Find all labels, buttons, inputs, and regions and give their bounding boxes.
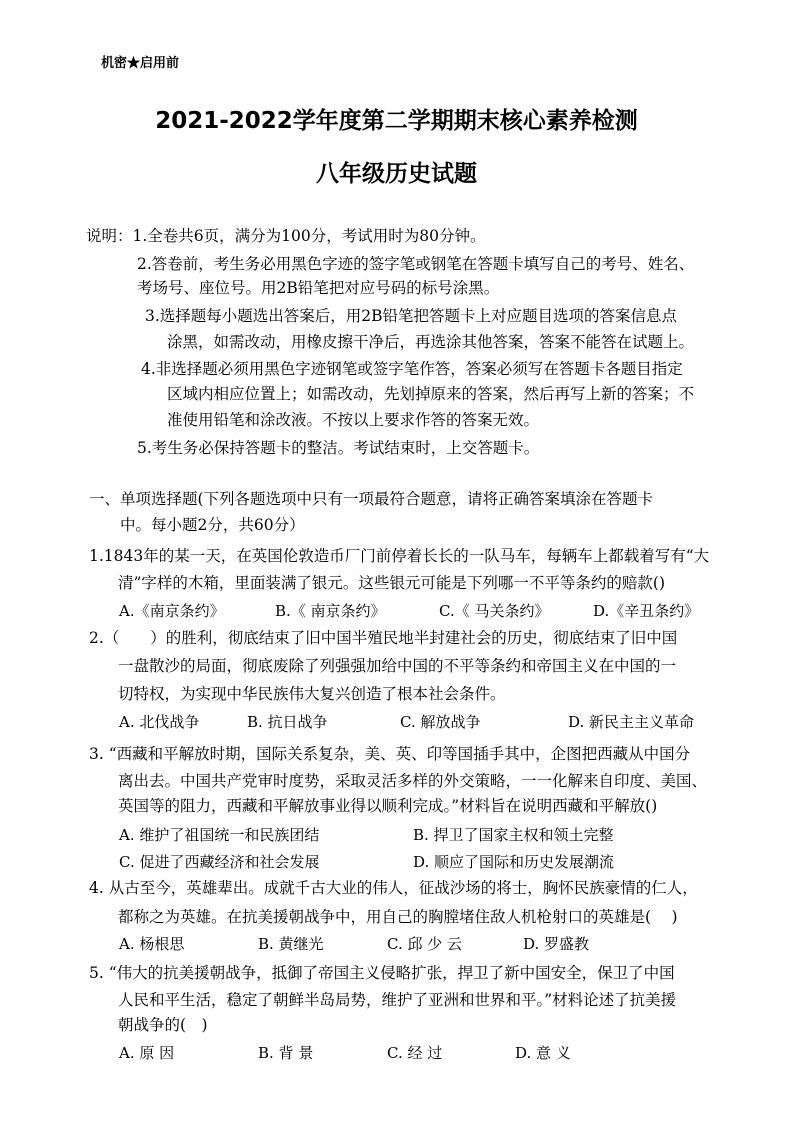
question-1-text: 1.1843年的某一天，在英国伦敦造币厂门前停着长长的一队马车，每辆车上都载着写有“大 — [89, 547, 710, 565]
question-1-text: 清”字样的木箱，里面装满了银元。这些银元可能是下列哪一不平等条约的赔款() — [118, 574, 666, 592]
question-3-option-b: B. 捍卫了国家主权和领土完整 — [413, 826, 614, 844]
question-3-option-a: A. 维护了祖国统一和民族团结 — [119, 826, 320, 844]
question-4-option-a: A. 杨根思 — [119, 935, 185, 953]
question-1-option-d: D.《辛丑条约》 — [593, 602, 700, 620]
question-1-option-b: B.《 南京条约》 — [275, 602, 386, 620]
confidential-label: 机密★启用前 — [101, 56, 180, 71]
instruction-line: 准使用铅笔和涂改液。不按以上要求作答的答案无效。 — [167, 411, 540, 429]
instruction-line: 5.考生务必保持答题卡的整洁。考试结束时，上交答题卡。 — [137, 439, 540, 457]
question-2-option-a: A. 北伐战争 — [119, 713, 200, 731]
question-5-option-c: C. 经 过 — [387, 1044, 443, 1062]
question-3-text: 3. “西藏和平解放时期，国际关系复杂，美、英、印等国插手其中，企图把西藏从中国分 — [89, 745, 691, 763]
question-2-option-c: C. 解放战争 — [400, 713, 481, 731]
exam-title: 2021-2022学年度第二学期期末核心素养检测 — [155, 108, 638, 134]
instruction-line: 涂黑，如需改动，用橡皮擦干净后，再选涂其他答案，答案不能答在试题上。 — [167, 333, 695, 351]
question-4-option-c: C. 邱 少 云 — [387, 935, 463, 953]
question-1-option-c: C.《 马关条约》 — [439, 602, 550, 620]
question-1-option-a: A.《南京条约》 — [119, 602, 225, 620]
instruction-line: 2.答卷前，考生务必用黑色字迹的签字笔或钢笔在答题卡填写自己的考号、姓名、 — [137, 255, 695, 273]
instruction-line: 4.非选择题必须用黑色字迹钢笔或签字笔作答，答案必须写在答题卡各题目指定 — [141, 360, 683, 378]
question-5-text: 朝战争的( ) — [118, 1016, 208, 1034]
question-2-text: 切特权，为实现中华民族伟大复兴创造了根本社会条件。 — [118, 685, 506, 703]
question-5-text: 人民和平生活，稳定了朝鲜半岛局势，维护了亚洲和世界和平。”材料论述了抗美援 — [118, 991, 677, 1009]
section-header: 中。每小题2分，共60分） — [120, 516, 305, 534]
question-3-text: 离出去。中国共产党审时度势，采取灵活多样的外交策略，一一化解来自印度、美国、 — [118, 772, 708, 790]
question-4-text: 4. 从古至今，英雄辈出。成就千古大业的伟人，征战沙场的将士，胸怀民族豪情的仁人， — [89, 879, 698, 897]
question-4-option-b: B. 黄继光 — [258, 935, 324, 953]
question-4-option-d: D. 罗盛教 — [523, 935, 590, 953]
question-2-text: 一盘散沙的局面，彻底废除了列强强加给中国的不平等条约和帝国主义在中国的一 — [118, 657, 677, 675]
question-3-option-d: D. 顺应了国际和历史发展潮流 — [413, 853, 615, 871]
question-5-option-b: B. 背 景 — [258, 1044, 314, 1062]
question-3-text: 英国等的阻力，西藏和平解放事业得以顺利完成。”材料旨在说明西藏和平解放() — [118, 797, 658, 815]
section-header: 一、单项选择题(下列各题选项中只有一项最符合题意，请将正确答案填涂在答题卡 — [89, 490, 654, 508]
exam-subtitle: 八年级历史试题 — [316, 161, 477, 187]
question-4-text: 都称之为英雄。在抗美援朝战争中，用自己的胸膛堵住敌人机枪射口的英雄是( ) — [118, 908, 678, 926]
question-5-text: 5. “伟大的抗美援朝战争，抵御了帝国主义侵略扩张，捍卫了新中国安全，保卫了中国 — [89, 964, 675, 982]
instruction-line: 说明：1.全卷共6页，满分为100分，考试用时为80分钟。 — [86, 227, 486, 245]
question-2-option-b: B. 抗日战争 — [247, 713, 328, 731]
instruction-line: 区域内相应位置上；如需改动，先划掉原来的答案，然后再写上新的答案；不 — [167, 385, 695, 403]
question-5-option-a: A. 原 因 — [119, 1044, 175, 1062]
question-5-option-d: D. 意 义 — [515, 1044, 571, 1062]
question-2-option-d: D. 新民主主义革命 — [568, 713, 695, 731]
instruction-line: 3.选择题每小题选出答案后，用2B铅笔把答题卡上对应题目选项的答案信息点 — [145, 307, 678, 325]
question-3-option-c: C. 促进了西藏经济和社会发展 — [119, 853, 320, 871]
instruction-line: 考场号、座位号。用2B铅笔把对应号码的标号涂黑。 — [137, 279, 500, 297]
question-2-text: 2.（ ）的胜利，彻底结束了旧中国半殖民地半封建社会的历史，彻底结束了旧中国 — [89, 629, 678, 647]
